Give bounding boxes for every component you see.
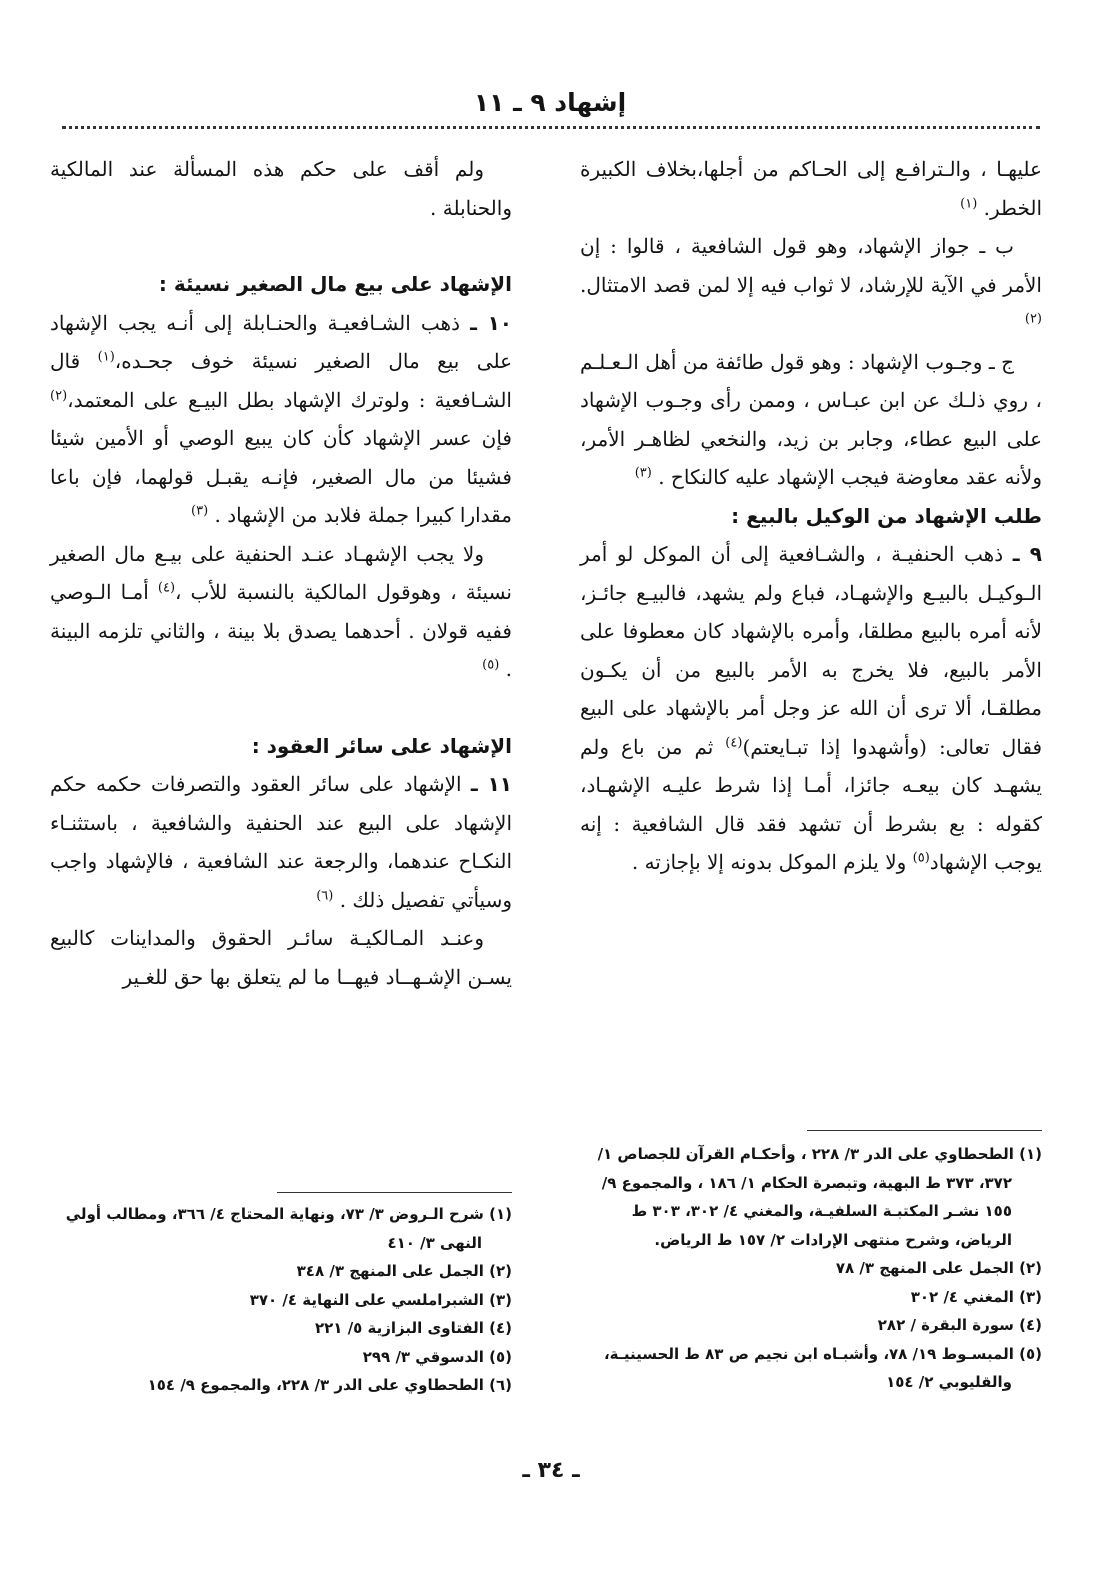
footnote-divider — [807, 1130, 1042, 1131]
footnote: (٦) الطحطاوي على الدر ٣/ ٢٢٨، والمجموع ٩/ ١٥٤ — [147, 1376, 512, 1394]
footnote-ref[interactable]: (٢) — [50, 387, 68, 403]
right-column — [580, 150, 1042, 882]
paragraph: عليهـا ، والـترافـع إلى الحـاكم من أجلها،بخلاف الكبيرة الخطر. $^{(١)}$ — [580, 157, 1042, 220]
footnotes-left — [50, 1200, 512, 1400]
paragraph: ولا يجب الإشهـاد عنـد الحنفية على بيـع مال الصغير نسيئة ، وهوقول المالكية بالنسبة للأب ،$^{(٤)}$ أمـا الـوصي ففيه قولان . أحدهما يصدق بلا بينة ، والثاني تلزمه البينة . $^{(٥)}$ — [50, 541, 512, 681]
footnote: (٢) الجمل على المنهج ٣/ ٧٨ — [835, 1259, 1042, 1277]
footnote-ref[interactable]: (٥) — [912, 850, 930, 866]
footnote: (٢) الجمل على المنهج ٣/ ٣٤٨ — [296, 1262, 512, 1280]
paragraph: ١٠ ـ ذهب الشـافعيـة والحنـابلة إلى أنـه يجب الإشهاد على بيع مال الصغير نسيئة خوف جحـده،$^{(١)}$ قال الشـافعية : ولوترك الإشهاد بطل البيـع على المعتمد،$^{(٢)}$ فإن عسر الإشهاد كأن كان يبيع الوصي أو الأمين شيئا فشيئا من مال الصغير، فإنـه يقبـل قولهما، فإن باعا مقدارا كبيرا جملة فلابد من الإشهاد . $^{(٣)}$ — [50, 310, 513, 527]
footnote-ref[interactable]: (١) — [960, 195, 978, 211]
footnote: (٣) الشبراملسي على النهاية ٤/ ٣٧٠ — [249, 1290, 512, 1309]
footnote-ref[interactable]: (٥) — [482, 657, 500, 673]
paragraph: وعنـد المـالكيـة سائـر الحقوق والمداينات كالبيع يسـن الإشـهــاد فيهــا ما لم يتعلق بها حق للغـير — [50, 926, 512, 989]
paragraph: ولم أقف على حكم هذه المسألة عند المالكية والحنابلة . — [50, 157, 512, 220]
footnote: (٣) المغني ٤/ ٣٠٢ — [910, 1287, 1042, 1306]
section-heading: طلب الإشهاد من الوكيل بالبيع : — [731, 503, 1042, 528]
paragraph: ب ـ جواز الإشهاد، وهو قول الشافعية ، قالوا : إن الأمر في الآية للإرشاد، لا ثواب فيه إلا لمن قصد الامتثال. $^{(٢)}$ — [580, 234, 1042, 327]
page-header: إشهاد ٩ ـ ١١ — [473, 88, 627, 117]
section-heading: الإشهاد على سائر العقود : — [251, 733, 512, 758]
paragraph-number: ٩ ـ — [1012, 542, 1042, 566]
spacer — [50, 227, 512, 265]
left-column — [50, 150, 512, 996]
footnote-divider — [277, 1192, 512, 1193]
section-heading: الإشهاد على بيع مال الصغير نسيئة : — [158, 272, 512, 296]
footnote-ref[interactable]: (٤) — [725, 734, 743, 750]
spacer — [50, 689, 512, 727]
footnote: (٤) سورة البقرة / ٢٨٢ — [877, 1316, 1042, 1334]
page-number: ـ ٣٤ ـ — [522, 1458, 580, 1483]
footnote: (٤) الفتاوى البزازية ٥/ ٢٢١ — [315, 1319, 512, 1337]
footnote: (٥) الدسوقي ٣/ ٢٩٩ — [362, 1347, 512, 1366]
footnote: (٥) المبسـوط ١٩/ ٧٨، وأشبـاه ابن نجيم ص ٨٣ ط الحسينيـة، والقليوبي ٢/ ١٥٤ — [603, 1344, 1042, 1391]
paragraph: ٩ ـ ذهب الحنفيـة ، والشـافعية إلى أن الموكل لو أمر الـوكيـل بالبيـع والإشهـاد، فباع ولم يشهد، فالبيـع جائـز، لأنه أمره بالبيع مطلقا، وأمره بالإشهاد كان معطوفا على الأمر بالبيع، فلا يخرج به الأمر بالبيع من أن يكـون مطلقـا، ألا ترى أن الله عز وجل أمر بالإشهاد على البيع فقال تعالى: (وأشهدوا إذا تبـايعتم)$^{(٤)}$ ثم من باع ولم يشهـد كان بيعـه جائزا، أمـا إذا شرط عليـه الإشهـاد، كقوله : بع بشرط أن تشهد فقد قال الشافعية : إنه يوجب الإشهاد$^{(٥)}$ ولا يلزم الموكل بدونه إلا بإجازته . — [580, 542, 1043, 874]
paragraph: ج ـ وجـوب الإشهاد : وهو قول طائفة من أهل الـعـلـم ، روي ذلـك عن ابن عبـاس ، وممن رأى وجـوب الإشهاد على البيع عطاء، وجابر بن زيد، والنخعي لظاهـر الأمر، ولأنه عقد معاوضة فيجب الإشهاد عليه كالنكاح . $^{(٣)}$ — [580, 349, 1042, 489]
paragraph-number: ١٠ ـ — [470, 310, 512, 335]
footnote: (١) الطحطاوي على الدر ٣/ ٢٢٨ ، وأحكـام القرآن للجصاص ١/ ٣٧٢، ٣٧٣ ط البهية، وتبصرة الحكام ١/ ١٨٦ ، والمجموع ٩/ ١٥٥ نشـر المكتبـة السلفيـة، والمغني ٤/ ٣٠٢، ٣٠٣ ط الرياض، وشرح منتهى الإرادات ٢/ ١٥٧ ط الرياض. — [597, 1145, 1042, 1249]
footnote-ref[interactable]: (٣) — [634, 465, 652, 481]
paragraph-number: ١١ ـ — [470, 772, 512, 796]
footnotes-right — [580, 1140, 1042, 1397]
paragraph: ١١ ـ الإشهاد على سائر العقود والتصرفات حكمه حكم الإشهاد على البيع عند الحنفية والشافعية ، باستثنـاء النكـاح عندهما، والرجعة عند الشافعية ، فالإشهاد واجب وسيأتي تفصيل ذلك . $^{(٦)}$ — [50, 772, 512, 912]
footnote-ref[interactable]: (٢) — [1024, 311, 1042, 327]
footnote-ref[interactable]: (٣) — [191, 503, 209, 519]
footnote-ref[interactable]: (١) — [97, 349, 115, 365]
footnote: (١) شرح الـروض ٣/ ٧٣، ونهاية المحتاج ٤/ ٣٦٦، ومطالب أولي النهى ٣/ ٤١٠ — [65, 1205, 512, 1252]
footnote-ref[interactable]: (٦) — [316, 887, 334, 903]
header-divider — [62, 126, 1040, 129]
footnote-ref[interactable]: (٤) — [157, 580, 176, 596]
